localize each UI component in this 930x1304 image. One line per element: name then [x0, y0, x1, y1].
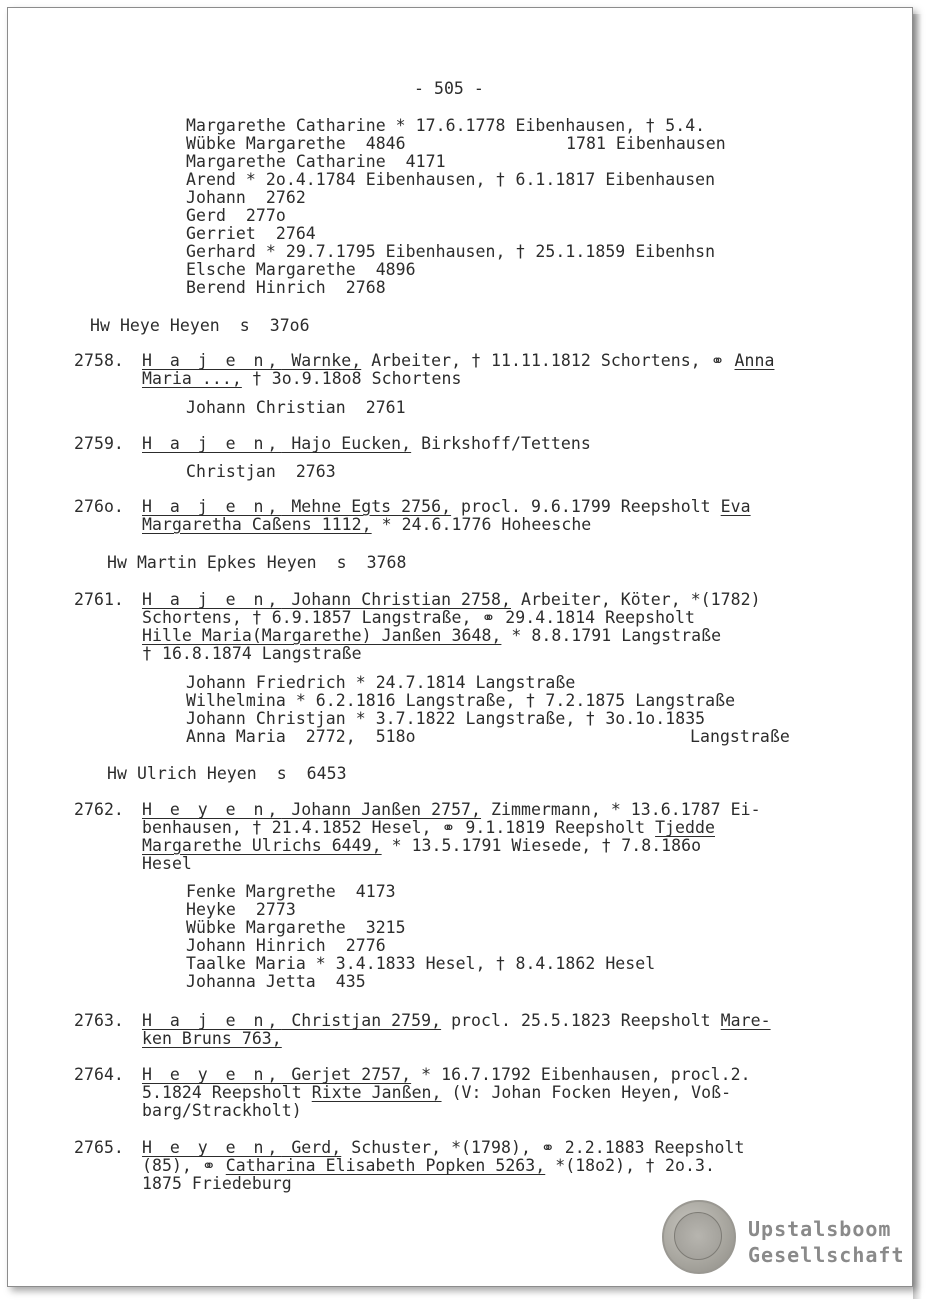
child-line: Gerd 277o: [186, 206, 286, 225]
given-name: Warnke,: [281, 351, 362, 370]
surname: H e y e n,: [142, 1065, 282, 1084]
entry-text: * 8.8.1791 Langstraße: [501, 626, 722, 645]
entry-line: [142, 352, 774, 370]
entry-text: Zimmermann, * 13.6.1787 Ei-: [481, 800, 761, 819]
entry-line: Schortens, † 6.9.1857 Langstraße, ⚭ 29.4.1814 Reepsholt: [142, 608, 696, 627]
entry-number: 2762.: [74, 800, 124, 819]
entry-text: (V: Johan Focken Heyen, Voß-: [441, 1083, 732, 1102]
surname: H a j e n,: [142, 590, 282, 609]
spouse-name: Mare-: [720, 1011, 771, 1030]
entry-line: [142, 801, 761, 819]
entry-line: [142, 1012, 771, 1030]
entry-text: * 16.7.1792 Eibenhausen, procl.2.: [411, 1065, 751, 1084]
logo-subtitle: Gesellschaft: [748, 1243, 905, 1267]
spouse-name: Tjedde: [655, 818, 715, 837]
child-line: Johann Hinrich 2776: [186, 936, 386, 955]
child-line: Berend Hinrich 2768: [186, 278, 386, 297]
child-line: Margarethe Catharine 4171: [186, 152, 446, 171]
entry-number: 2764.: [74, 1065, 124, 1084]
entry-line: [142, 1157, 715, 1175]
hw-line: Hw Heye Heyen s 37o6: [90, 316, 310, 335]
given-name: Christjan 2759,: [281, 1011, 442, 1030]
child-line: Johann Friedrich * 24.7.1814 Langstraße: [186, 673, 576, 692]
logo-title: Upstalsboom: [748, 1217, 892, 1241]
entry-line: Hesel: [142, 854, 192, 873]
entry-line: [142, 370, 462, 388]
entry-line: [142, 516, 591, 534]
entry-line: [142, 1139, 745, 1157]
entry-number: 2765.: [74, 1138, 124, 1157]
hw-line: Hw Ulrich Heyen s 6453: [107, 764, 347, 783]
entry-line: † 16.8.1874 Langstraße: [142, 644, 362, 663]
given-name: Mehne Egts 2756,: [281, 497, 452, 516]
entry-line: barg/Strackholt): [142, 1101, 302, 1120]
entry-text: (85), ⚭: [142, 1156, 226, 1175]
given-name: Hajo Eucken,: [281, 434, 412, 453]
entry-text: * 24.6.1776 Hoheesche: [371, 515, 592, 534]
spouse-name: Maria ...,: [142, 369, 242, 388]
child-line: Gerriet 2764: [186, 224, 316, 243]
entry-number: 2758.: [74, 351, 124, 370]
entry-line: [142, 498, 751, 516]
spouse-name: ken Bruns 763,: [142, 1029, 282, 1048]
hw-line: Hw Martin Epkes Heyen s 3768: [107, 553, 407, 572]
child-line: 1781 Eibenhausen: [566, 134, 726, 153]
surname: H a j e n,: [142, 497, 282, 516]
given-name: Gerd,: [281, 1138, 342, 1157]
entry-text: procl. 9.6.1799 Reepsholt: [451, 497, 721, 516]
child-line: Christjan 2763: [186, 462, 336, 481]
page-number: - 505 -: [414, 79, 484, 98]
given-name: Johann Christian 2758,: [281, 590, 511, 609]
entry-text: Arbeiter, Köter, *(1782): [510, 590, 761, 609]
surname: H e y e n,: [142, 800, 282, 819]
child-line: Gerhard * 29.7.1795 Eibenhausen, † 25.1.1859 Eibenhsn: [186, 242, 716, 261]
entry-text: *(18o2), † 2o.3.: [545, 1156, 715, 1175]
entry-line: 1875 Friedeburg: [142, 1174, 292, 1193]
child-line: Elsche Margarethe 4896: [186, 260, 416, 279]
child-line: Langstraße: [690, 727, 790, 746]
entry-text: Schuster, *(1798), ⚭ 2.2.1883 Reepsholt: [341, 1138, 745, 1157]
surname: H a j e n,: [142, 434, 282, 453]
entry-text: Arbeiter, † 11.11.1812 Schortens, ⚭: [361, 351, 735, 370]
child-line: Arend * 2o.4.1784 Eibenhausen, † 6.1.1817 Eibenhausen: [186, 170, 716, 189]
spouse-name: Margaretha Caßens 1112,: [142, 515, 372, 534]
spouse-name: Rixte Janßen,: [311, 1083, 442, 1102]
entry-line: [142, 837, 701, 855]
spouse-name: Hille Maria(Margarethe) Janßen 3648,: [142, 626, 502, 645]
child-line: Johann Christjan * 3.7.1822 Langstraße, † 3o.1o.1835: [186, 709, 706, 728]
surname: H e y e n,: [142, 1138, 282, 1157]
entry-line: [142, 435, 591, 453]
child-line: Wübke Margarethe 4846: [186, 134, 406, 153]
entry-text: * 13.5.1791 Wiesede, † 7.8.186o: [381, 836, 702, 855]
spouse-name: Anna: [734, 351, 775, 370]
entry-line: [142, 591, 761, 609]
surname: H a j e n,: [142, 351, 282, 370]
entry-line: [142, 819, 715, 837]
entry-line: [142, 1066, 751, 1084]
child-line: Johann Christian 2761: [186, 398, 406, 417]
entry-text: Birkshoff/Tettens: [411, 434, 591, 453]
spouse-name: Catharina Elisabeth Popken 5263,: [225, 1156, 546, 1175]
child-line: Wilhelmina * 6.2.1816 Langstraße, † 7.2.1875 Langstraße: [186, 691, 736, 710]
entry-text: benhausen, † 21.4.1852 Hesel, ⚭ 9.1.1819 Reepsholt: [142, 818, 656, 837]
entry-line: [142, 1084, 731, 1102]
entry-text: procl. 25.5.1823 Reepsholt: [441, 1011, 721, 1030]
spouse-name: Eva: [720, 497, 751, 516]
child-line: Margarethe Catharine * 17.6.1778 Eibenhausen, † 5.4.: [186, 116, 706, 135]
child-line: Wübke Margarethe 3215: [186, 918, 406, 937]
entry-number: 2763.: [74, 1011, 124, 1030]
entry-text: † 3o.9.18o8 Schortens: [241, 369, 462, 388]
entry-line: [142, 1030, 282, 1048]
spouse-name: Margarethe Ulrichs 6449,: [142, 836, 382, 855]
child-line: Anna Maria 2772, 518o: [186, 727, 416, 746]
entry-line: [142, 627, 721, 645]
given-name: Johann Janßen 2757,: [281, 800, 482, 819]
child-line: Johann 2762: [186, 188, 306, 207]
child-line: Taalke Maria * 3.4.1833 Hesel, † 8.4.1862 Hesel: [186, 954, 656, 973]
entry-number: 276o.: [74, 497, 124, 516]
child-line: Fenke Margrethe 4173: [186, 882, 396, 901]
society-seal-icon: [662, 1200, 736, 1274]
child-line: Heyke 2773: [186, 900, 296, 919]
entry-number: 2759.: [74, 434, 124, 453]
child-line: Johanna Jetta 435: [186, 972, 366, 991]
entry-text: 5.1824 Reepsholt: [142, 1083, 312, 1102]
given-name: Gerjet 2757,: [281, 1065, 412, 1084]
entry-number: 2761.: [74, 590, 124, 609]
surname: H a j e n,: [142, 1011, 282, 1030]
